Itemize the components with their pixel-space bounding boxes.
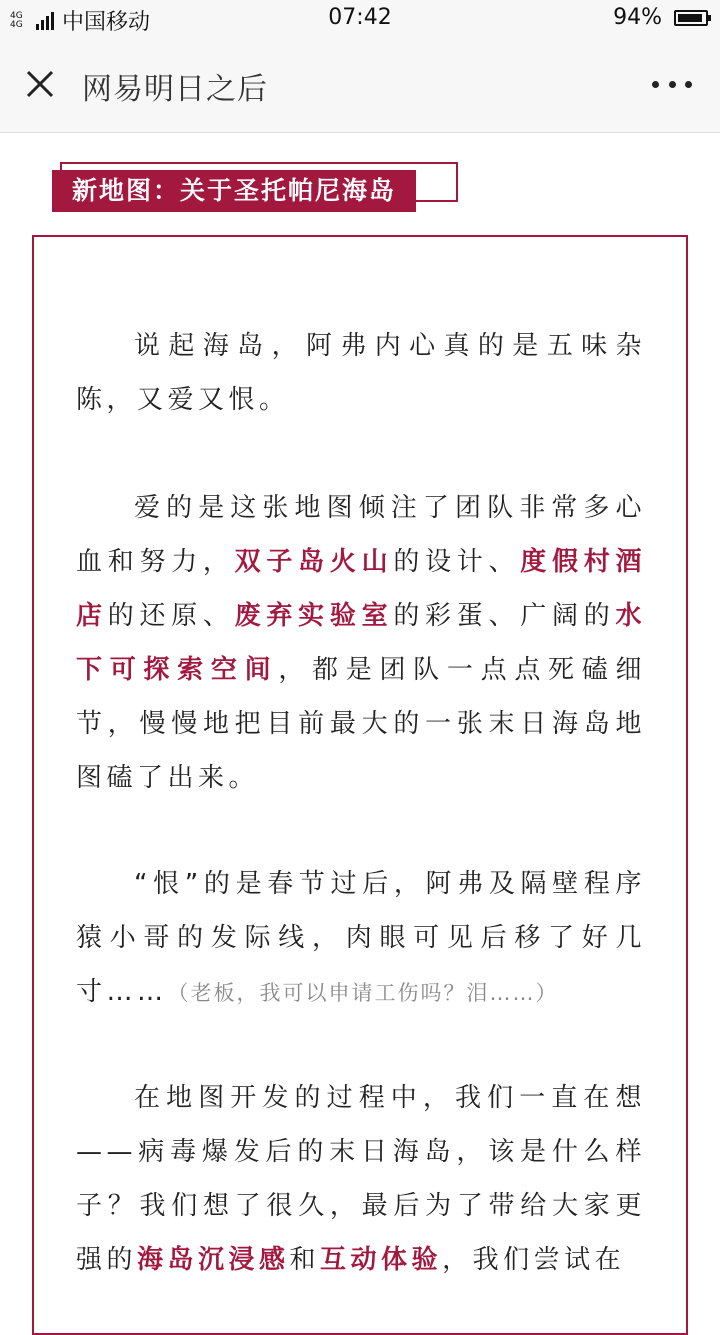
carrier-name: 中国移动	[62, 10, 151, 35]
paragraph-text: 的设计、	[393, 547, 521, 577]
highlight-text: 水下可探索空间	[76, 601, 646, 685]
highlight-text: 度假村酒店	[76, 547, 646, 631]
close-button[interactable]	[20, 64, 60, 104]
more-icon-dot	[669, 81, 676, 88]
paragraph-text: 在地图开发的过程中，我们一直在想——病毒爆发后的末日海岛，该是什么样子？我们想了很久，最后为了带给大家更强的	[76, 1083, 646, 1275]
article-content-box	[32, 235, 688, 1335]
paragraph-4	[76, 1071, 646, 1287]
more-button[interactable]	[652, 74, 692, 94]
paragraph-text: 的彩蛋、广阔的	[393, 601, 616, 631]
page-title: 网易明日之后	[82, 72, 268, 107]
network-type-label: 4G 4G	[10, 10, 23, 30]
paragraph-text: ，我们尝试在	[442, 1245, 626, 1275]
paragraph-text: 的还原、	[107, 601, 235, 631]
aside-note: （老板，我可以申请工伤吗？泪……）	[167, 981, 559, 1005]
battery-percent: 94%	[613, 5, 662, 30]
nav-bar	[0, 38, 720, 133]
paragraph-1: 说起海岛，阿弗内心真的是五味杂陈，又爱又恨。	[76, 331, 646, 415]
more-icon-dot	[685, 81, 692, 88]
status-time: 07:42	[328, 5, 392, 30]
highlight-text: 废弃实验室	[234, 601, 394, 631]
battery-fill	[678, 14, 702, 22]
section-title	[52, 162, 460, 212]
paragraph-text: 和	[289, 1245, 321, 1275]
more-icon-dot	[652, 81, 659, 88]
close-icon	[20, 64, 60, 104]
paragraph-3	[76, 857, 646, 1020]
section-title-label: 新地图：关于圣托帕尼海岛	[52, 170, 416, 212]
status-bar	[0, 0, 720, 38]
highlight-text: 互动体验	[320, 1245, 443, 1275]
battery-icon	[674, 10, 708, 26]
paragraph-2	[76, 481, 646, 805]
highlight-text: 双子岛火山	[234, 547, 394, 577]
paragraph-text: 爱的是这张地图倾注了团队非常多心血和努力，	[76, 493, 646, 577]
paragraph-text: “恨”的是春节过后，阿弗及隔壁程序猿小哥的发际线，肉眼可见后移了好几寸……	[76, 869, 646, 1007]
paragraph-text: ，都是团队一点点死磕细节，慢慢地把目前最大的一张末日海岛地图磕了出来。	[76, 655, 646, 793]
highlight-text: 海岛沉浸感	[137, 1245, 290, 1275]
status-right	[613, 5, 708, 30]
